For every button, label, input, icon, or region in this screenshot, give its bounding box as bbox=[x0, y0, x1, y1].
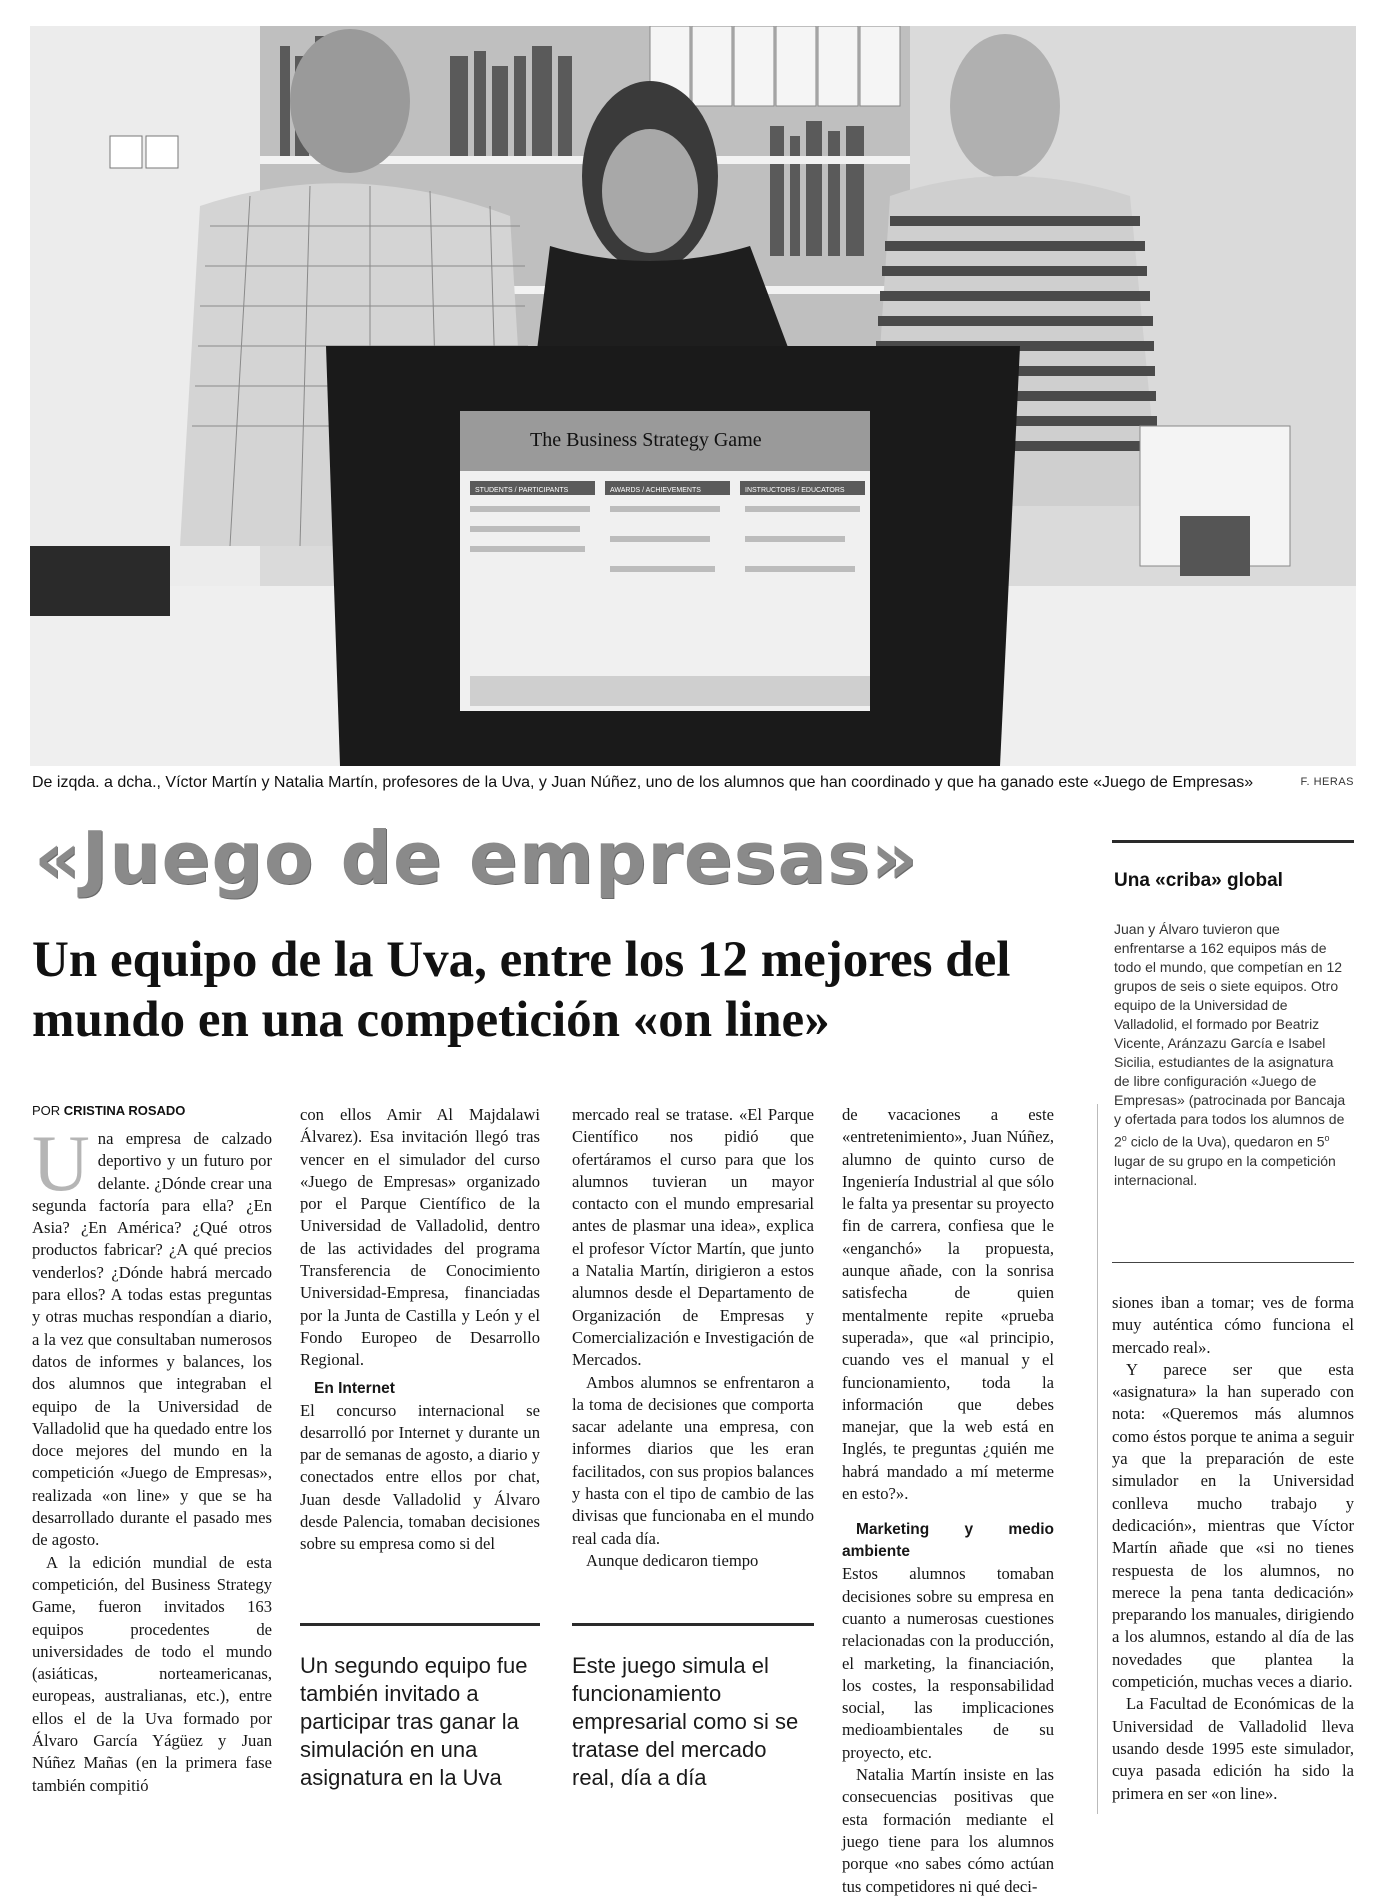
article-paragraph: Y parece ser que esta «asignatura» la han superado con nota: «Queremos más alumnos como éstos porque te anima a seguir ya que la preparación de este simulador en la Universidad conlleva mucho trabajo y dedicación», mientras que Víctor Martín añade que «si no tienes respuesta de los alumnos, no merece la pena tanta dedicación» preparando los manuales, dirigiendo a los alumnos, estando al día de las novedades que plantea la competición, muchas veces a diario. bbox=[1112, 1359, 1354, 1692]
photo-credit: F. HERAS bbox=[1300, 776, 1354, 788]
article-column-1 bbox=[32, 1120, 272, 1797]
photo-caption: De izqda. a dcha., Víctor Martín y Natalia Martín, profesores de la Uva, y Juan Núñez, uno de los alumnos que han coordinado y que ha ganado este «Juego de Empresas» bbox=[32, 774, 1254, 791]
kicker-headline: «Juego de empresas» bbox=[34, 816, 919, 900]
pullquote-1: Un segundo equipo fue también invitado a participar tras ganar la simulación en una asignatura en la Uva bbox=[300, 1653, 528, 1790]
article-column-5 bbox=[1112, 1292, 1354, 1805]
main-headline: Un equipo de la Uva, entre los 12 mejores del mundo en una competición «on line» bbox=[32, 932, 1011, 1048]
sidebar-body: Juan y Álvaro tuvieron que enfrentarse a 162 equipos más de todo el mundo, que competían en 12 grupos de seis o siete equipos. Otro equipo de la Universidad de Valladolid, el formado por Beatriz Vicente, Aránzazu García e Isabel Sicilia, estudiantes de la asignatura de libre configuración «Juego de Empresas» (patrocinada por Bancaja y ofertada para todos los alumnos de 2$^o$ ciclo de la Uva), quedaron en 5$^o$ lugar de su grupo en la competición internacional. bbox=[1114, 921, 1346, 1188]
sidebar-bottom-rule bbox=[1112, 1262, 1354, 1263]
screen-col-1: STUDENTS / PARTICIPANTS bbox=[475, 487, 569, 494]
article-paragraph: Una empresa de calzado deportivo y un futuro por delante. ¿Dónde crear una segunda factoría para ella? ¿En Asia? ¿En América? ¿Qué otros productos fabricar? ¿A qué precios venderlos? ¿Dónde habrá mercado para ellos? A todas estas preguntas y otras muchas respondían a diario, a la vez que consultaban numerosos datos de informes y balances, los dos alumnos que integraban el equipo de la Universidad de Valladolid que ha quedado entre los doce mejores del mundo en la competición «Juego de Empresas», realizada «on line» y que se ha desarrollado durante el pasado mes de agosto. bbox=[32, 1120, 272, 1550]
screen-title: The Business Strategy Game bbox=[530, 429, 762, 451]
article-column-4 bbox=[842, 1104, 1054, 1898]
article-paragraph: Aunque dedicaron tiempo bbox=[586, 1550, 759, 1570]
sidebar-title: Una «criba» global bbox=[1114, 870, 1283, 891]
byline-prefix: POR bbox=[32, 1103, 61, 1118]
pullquote-rule bbox=[300, 1623, 540, 1626]
subheading-marketing: Marketing y medio ambiente bbox=[842, 1521, 1054, 1561]
article-paragraph: Estos alumnos tomaban decisiones sobre su empresa en cuanto a numerosas cuestiones relacionadas con la producción, el marketing, la financiación, los costes, la responsabilidad social, las implicaciones medioambientales de su proyecto, etc. bbox=[842, 1564, 1054, 1762]
pullquote-rule bbox=[572, 1623, 814, 1626]
subheading-internet: En Internet bbox=[314, 1379, 395, 1397]
screen-col-3: INSTRUCTORS / EDUCATORS bbox=[745, 487, 845, 494]
article-column-2 bbox=[300, 1104, 540, 1556]
news-photo bbox=[30, 26, 1356, 766]
article-paragraph: El concurso internacional se desarrolló por Internet y durante un par de semanas de agosto, a diario y conectados entre ellos por chat, Juan desde Valladolid y Álvaro desde Palencia, tomaban decisiones sobre su empresa como si del bbox=[300, 1400, 540, 1554]
pullquote-2: Este juego simula el funcionamiento empresarial como si se tratase del mercado real, día a día bbox=[572, 1653, 799, 1790]
article-paragraph: de vacaciones a este «entretenimiento», Juan Núñez, alumno de quinto curso de Ingeniería Industrial al que sólo le falta ya presentar su proyecto fin de carrera, confiesa que le «enganchó» la propuesta, aunque añade, con la sonrisa satisfecha de quien mentalmente repite «prueba superada», que «al principio, cuando ves el manual y el funcionamiento, toda la información que debes manejar, que la web está en Inglés, te preguntas ¿quién me habrá mandado a mí meterme en esto?». bbox=[842, 1105, 1054, 1504]
drop-cap: U bbox=[32, 1120, 90, 1208]
article-column-3 bbox=[572, 1104, 814, 1572]
article-paragraph: siones iban a tomar; ves de forma muy auténtica cómo funciona el mercado real». bbox=[1112, 1293, 1354, 1357]
screen-col-2: AWARDS / ACHIEVEMENTS bbox=[610, 487, 701, 494]
article-paragraph: Natalia Martín insiste en las consecuencias positivas que esta formación mediante el juego tiene para los alumnos porque «no sabes cómo actúan tus competidores ni qué deci- bbox=[842, 1765, 1054, 1896]
byline bbox=[32, 1103, 185, 1118]
byline-author: CRISTINA ROSADO bbox=[63, 1103, 186, 1118]
column-divider bbox=[1097, 1104, 1098, 1814]
sidebar-rule bbox=[1112, 840, 1354, 843]
article-paragraph: mercado real se tratase. «El Parque Científico nos pidió que ofertáramos el curso para que los alumnos tuvieran un mayor contacto con el mundo empresarial antes de plasmar una idea», explica el profesor Víctor Martín, que junto a Natalia Martín, dirigieron a estos alumnos desde el Departamento de Organización de Empresas y Comercialización e Investigación de Mercados. bbox=[572, 1105, 814, 1370]
article-paragraph: A la edición mundial de esta competición, del Business Strategy Game, fueron invitados 163 equipos procedentes de universidades de todo el mundo (asiáticas, norteamericanas, europeas, australianas, etc.), entre ellos el de la Uva formado por Álvaro García Yágüez y Juan Núñez Mañas (en la primera fase también compitió bbox=[32, 1552, 272, 1795]
article-paragraph: La Facultad de Económicas de la Universidad de Valladolid lleva usando desde 1995 este simulador, cuya pasada edición ha sido la primera en ser «on line». bbox=[1112, 1694, 1354, 1803]
article-paragraph: Ambos alumnos se enfrentaron a la toma de decisiones que comporta sacar adelante una empresa, con informes diarios que les eran facilitados, con sus propios balances y hasta con el tipo de cambio de las divisas que funcionaba en el mundo real cada día. bbox=[572, 1372, 814, 1548]
article-paragraph: con ellos Amir Al Majdalawi Álvarez). Esa invitación llegó tras vencer en el simulador del curso «Juego de Empresas» organizado por el Parque Científico de la Universidad de Valladolid, dentro de las actividades del programa Transferencia de Conocimiento Universidad-Empresa, financiadas por la Junta de Castilla y León y el Fondo Europeo de Desarrollo Regional. bbox=[300, 1105, 540, 1370]
